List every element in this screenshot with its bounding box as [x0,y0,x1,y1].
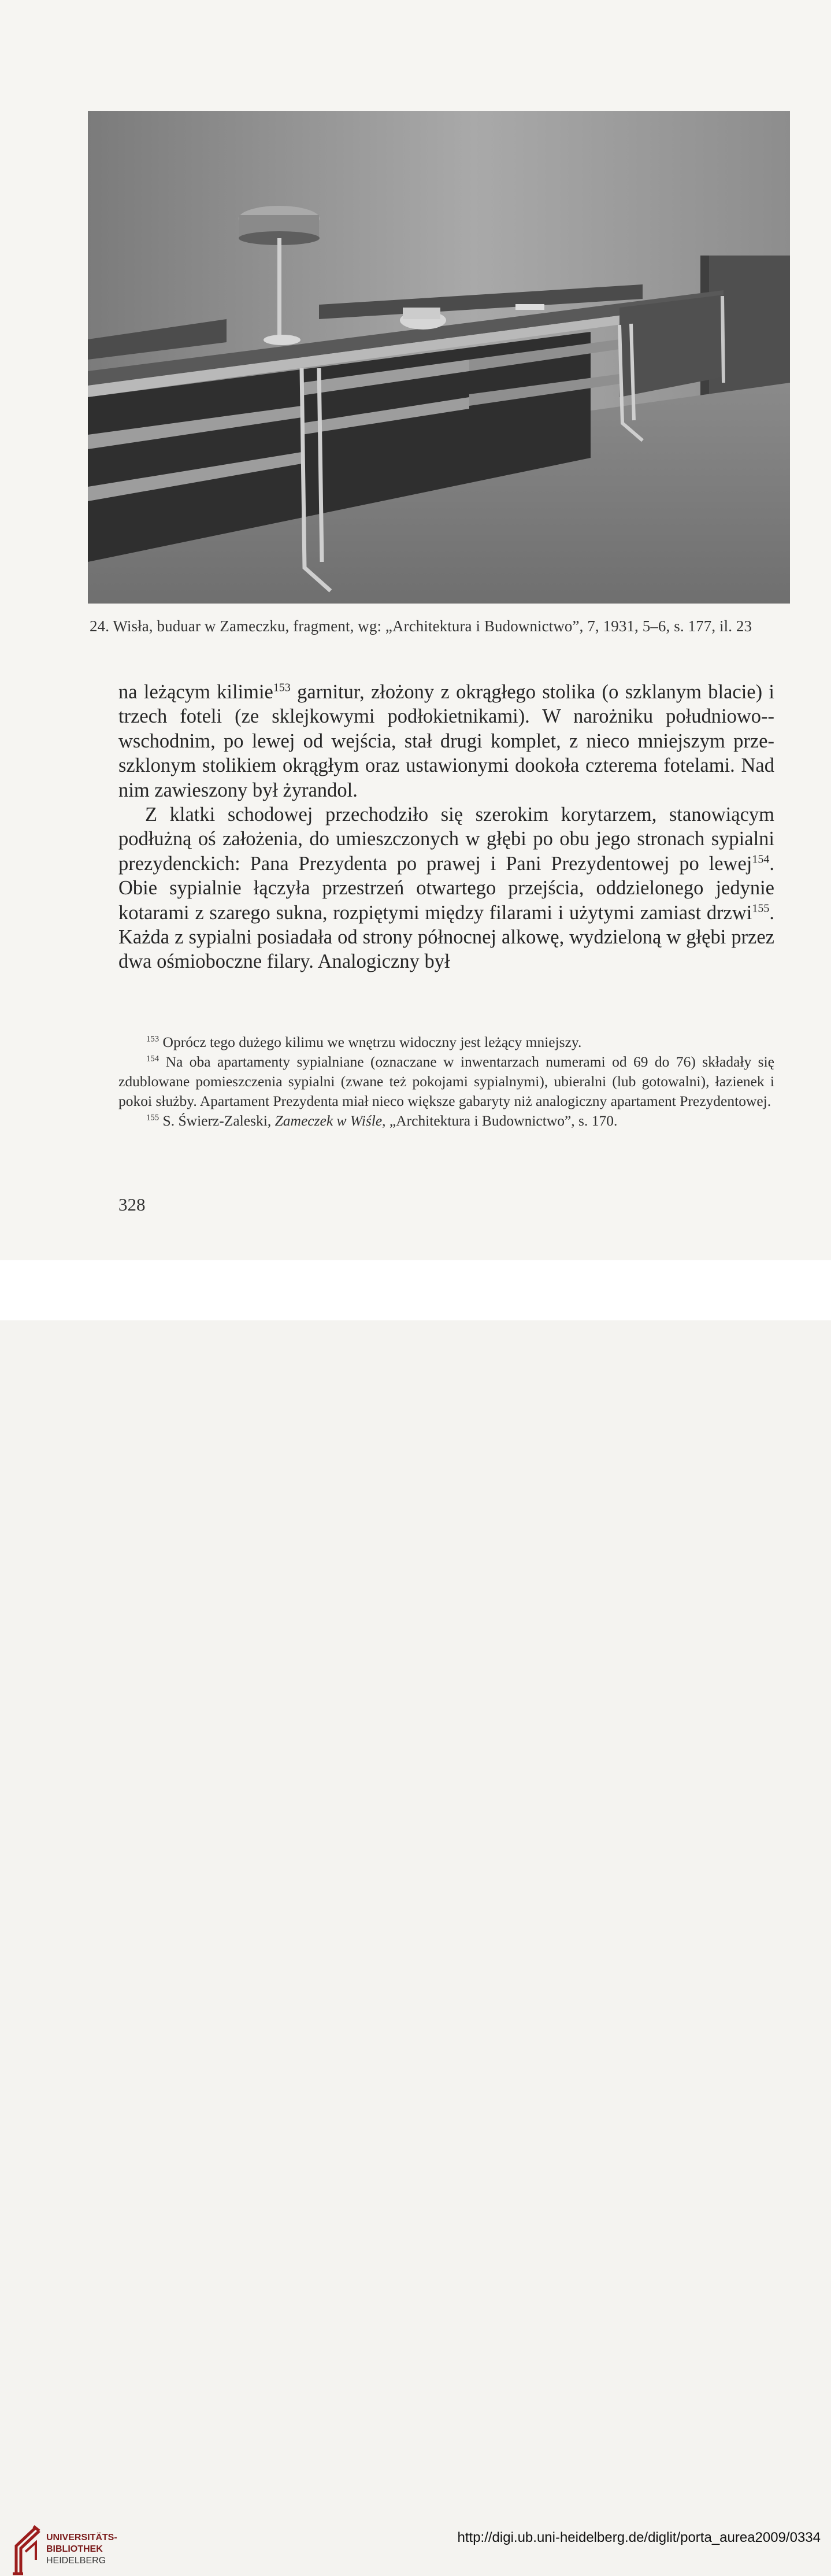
p2-text-c: . Każda z sypialni posiadała od strony północnej alkowę, wydzieloną w głębi przez dwa ośmioboczne filary. Analogiczny był [118,901,774,973]
footnotes [118,1032,774,1131]
footnote-number: 153 [146,1034,159,1044]
p2-text-a: Z klatki schodowej przechodziło się szerokim korytarzem, stanowiącym podłużną oś założenia, do umieszczonych w głębi po obu jego stronach sypialni prezydenckich: Pana Prezydenta po prawej i Pani Prezydentowej po lewej [118,804,774,875]
book-page [0,0,831,1260]
footnote-text: Na oba apartamenty sypialniane (oznaczane w inwentarzach numerami od 69 do 76) składały się zdublowane pomieszczenia sypialni (zwane też pokojami sypialnymi), ubieralni (lub gotowalni), łazienek i pokoi służby. Apartament Prezydenta miał nieco większe gabaryty niż analogiczny apartament Prezydentowej. [118,1053,774,1109]
main-text [118,680,774,974]
footnote-title: Zameczek w Wiśle [274,1112,383,1129]
footnote-ref-154[interactable]: 154 [752,853,770,866]
footnote-number: 154 [146,1054,159,1064]
footnote-text: S. Świerz-Zaleski, [159,1112,275,1129]
footnote-text: , „Architektura i Budownictwo”, s. 170. [382,1112,618,1129]
library-name [46,2532,117,2567]
p1-text-a: na leżącym kilimie [118,681,273,703]
library-footer [0,1260,831,2566]
footnote-154 [118,1052,774,1111]
figure-photo [88,111,790,604]
footnote-155 [118,1111,774,1131]
p1-text-b: garnitur, złożony z okrągłego stolika (o szklanym blacie) i trzech foteli (ze sklejkowymi podłokietnikami). W narożniku południowo-wschodnim, po lewej od wejścia, stał drugi komplet, z nieco mniejszym przeszklonym stolikiem okrągłym oraz ustawionymi dookoła czterema fotelami. Nad nim zawieszony był żyrandol. [118,681,774,801]
ub-heidelberg-logo-icon [8,2525,40,2576]
source-url-link[interactable]: http://digi.ub.uni-heidelberg.de/diglit/porta_aurea2009/0334 [457,2530,821,2545]
footnote-number: 155 [146,1113,159,1123]
footnote-ref-155[interactable]: 155 [752,902,770,915]
library-name-line-1: UNIVERSITÄTS- [46,2533,117,2542]
footnote-153 [118,1032,774,1052]
figure-caption: 24. Wisła, buduar w Zameczku, fragment, wg: „Architektura i Budownictwo”, 7, 1931, 5–6, s. 177, il. 23 [90,617,752,635]
page-number: 328 [118,1194,146,1215]
paragraph-1 [118,680,774,802]
p2-text-b: . Obie sypialnie łączyła przestrzeń otwartego przejścia, oddzielonego jedynie kotarami z szarego sukna, rozpiętymi między filarami i użytymi zamiast drzwi [118,852,774,924]
library-name-line-3: HEIDELBERG [46,2556,106,2566]
footnote-ref-153[interactable]: 153 [273,681,291,694]
library-name-line-2: BIBLIOTHEK [46,2544,103,2554]
paragraph-2 [118,802,774,974]
boudoir-furniture-photo [88,111,790,604]
footnote-text: Oprócz tego dużego kilimu we wnętrzu widoczny jest leżący mniejszy. [159,1034,582,1050]
